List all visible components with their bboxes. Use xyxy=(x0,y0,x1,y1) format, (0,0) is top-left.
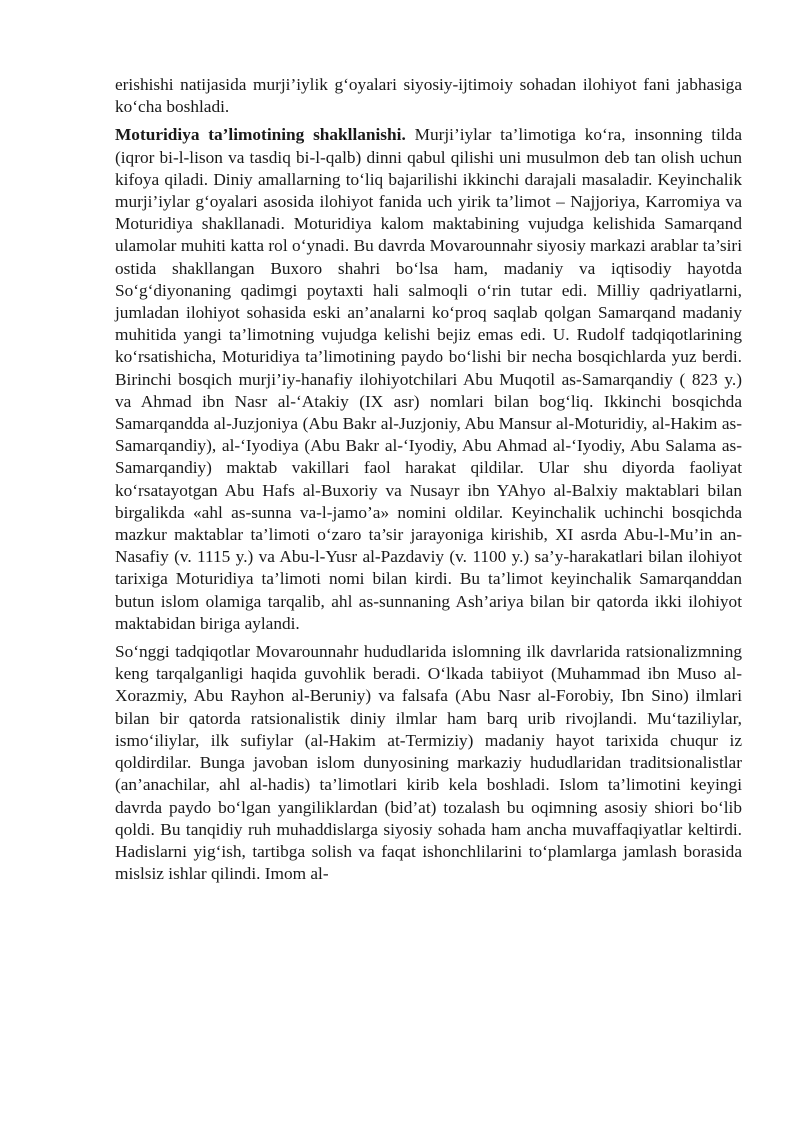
paragraph-3 xyxy=(115,641,742,885)
paragraph-1-text: erishishi natijasida murji’iylik g‘oyalari siyosiy-ijtimoiy sohadan ilohiyot fani jabhasiga ko‘cha boshladi. xyxy=(115,75,742,117)
paragraph-2-text: Murji’iylar ta’limotiga ko‘ra, insonning tilda (iqror bi-l-lison va tasdiq bi-l-qalb) dinni qabul qilishi uni musulmon deb tan olish uchun kifoya qiladi. Diniy amallarning to‘liq bajarilishi ikkinchi darajali masaladir. Keyinchalik murji’iylar g‘oyalari asosida ilohiyot fanida uch yirik ta’limot – Najjoriya, Karromiya va Moturidiya shakllanadi. Moturidiya kalom maktabining vujudga kelishida Samarqand ulamolar muhiti katta rol o‘ynadi. Bu davrda Movarounnahr siyosiy markazi arablar ta’siri ostida shakllangan Buxoro shahri bo‘lsa ham, madaniy va iqtisodiy hayotda So‘g‘diyonaning qadimgi poytaxti hali salmoqli o‘rin tutar edi. Milliy qadriyatlarni, jumladan ilohiyot sohasida eski an’analarni ko‘proq saqlab qolgan Samarqand madaniy muhitida yangi ta’limotning vujudga kelishi bejiz emas edi. U. Rudolf tadqiqotlarining ko‘rsatishicha, Moturidiya ta’limotining paydo bo‘lishi bir necha bosqichlarda yuz berdi. Birinchi bosqich murji’iy-hanafiy ilohiyotchilari Abu Muqotil as-Samarqandiy ( 823 y.) va Ahmad ibn Nasr al-‘Atakiy (IX asr) nomlari bilan bog‘liq. Ikkinchi bosqichda Samarqandda al-Juzjoniya (Abu Bakr al-Juzjoniy, Abu Mansur al-Moturidiy, al-Hakim as-Samarqandiy), al-‘Iyodiya (Abu Bakr al-‘Iyodiy, Abu Ahmad al-‘Iyodiy, Abu Salama as-Samarqandiy) maktab vakillari faol harakat qildilar. Ular shu diyorda faoliyat ko‘rsatayotgan Abu Hafs al-Buxoriy va Nusayr ibn YAhyo al-Balxiy maktablari bilan birgalikda «ahl as-sunna va-l-jamo’a» nomini oldilar. Keyinchalik uchinchi bosqichda mazkur maktablar ta’limoti o‘zaro ta’sir jarayoniga kirishib, XI asrda Abu-l-Mu’in an-Nasafiy (v. 1115 y.) va Abu-l-Yusr al-Pazdaviy (v. 1100 y.) sa’y-harakatlari bilan ilohiyot tarixiga Moturidiya ta’limoti nomi bilan kirdi. Bu ta’limot keyinchalik Samarqanddan butun islom olamiga tarqalib, ahl as-sunnaning Ash’ariya bilan bir qatorda ikki ilohiyot maktabidan biriga aylandi. xyxy=(115,125,743,633)
section-heading: Moturidiya ta’limotining shakllanishi. xyxy=(115,125,406,145)
document-page xyxy=(115,74,742,891)
paragraph-2 xyxy=(115,124,742,635)
paragraph-1 xyxy=(115,74,742,118)
paragraph-3-text: So‘nggi tadqiqotlar Movarounnahr hududlarida islomning ilk davrlarida ratsionalizmning keng tarqalganligi haqida guvohlik beradi. O‘lkada tabiiyot (Muhammad ibn Muso al-Xorazmiy, Abu Rayhon al-Beruniy) va falsafa (Abu Nasr al-Forobiy, Ibn Sino) ilmlari bilan bir qatorda ratsionalistik diniy ilmlar ham barq urib rivojlandi. Mu‘taziliylar, ismo‘iliylar, ilk sufiylar (al-Hakim at-Termiziy) madaniy hayot tarixida chuqur iz qoldirdilar. Bunga javoban islom dunyosining markaziy hududlaridan traditsionalistlar (an’anachilar, ahl al-hadis) ta’limotlari kirib kela boshladi. Islom ta’limotini keyingi davrda paydo bo‘lgan yangiliklardan (bid’at) tozalash bu oqimning asosiy shiori bo‘lib qoldi. Bu tanqidiy ruh muhaddislarga siyosiy sohada ham ancha muvaffaqiyatlar keltirdi. Hadislarni yig‘ish, tartibga solish va faqat ishonchlilarini to‘plamlarga jamlash borasida mislsiz ishlar qilindi. Imom al- xyxy=(115,642,742,884)
